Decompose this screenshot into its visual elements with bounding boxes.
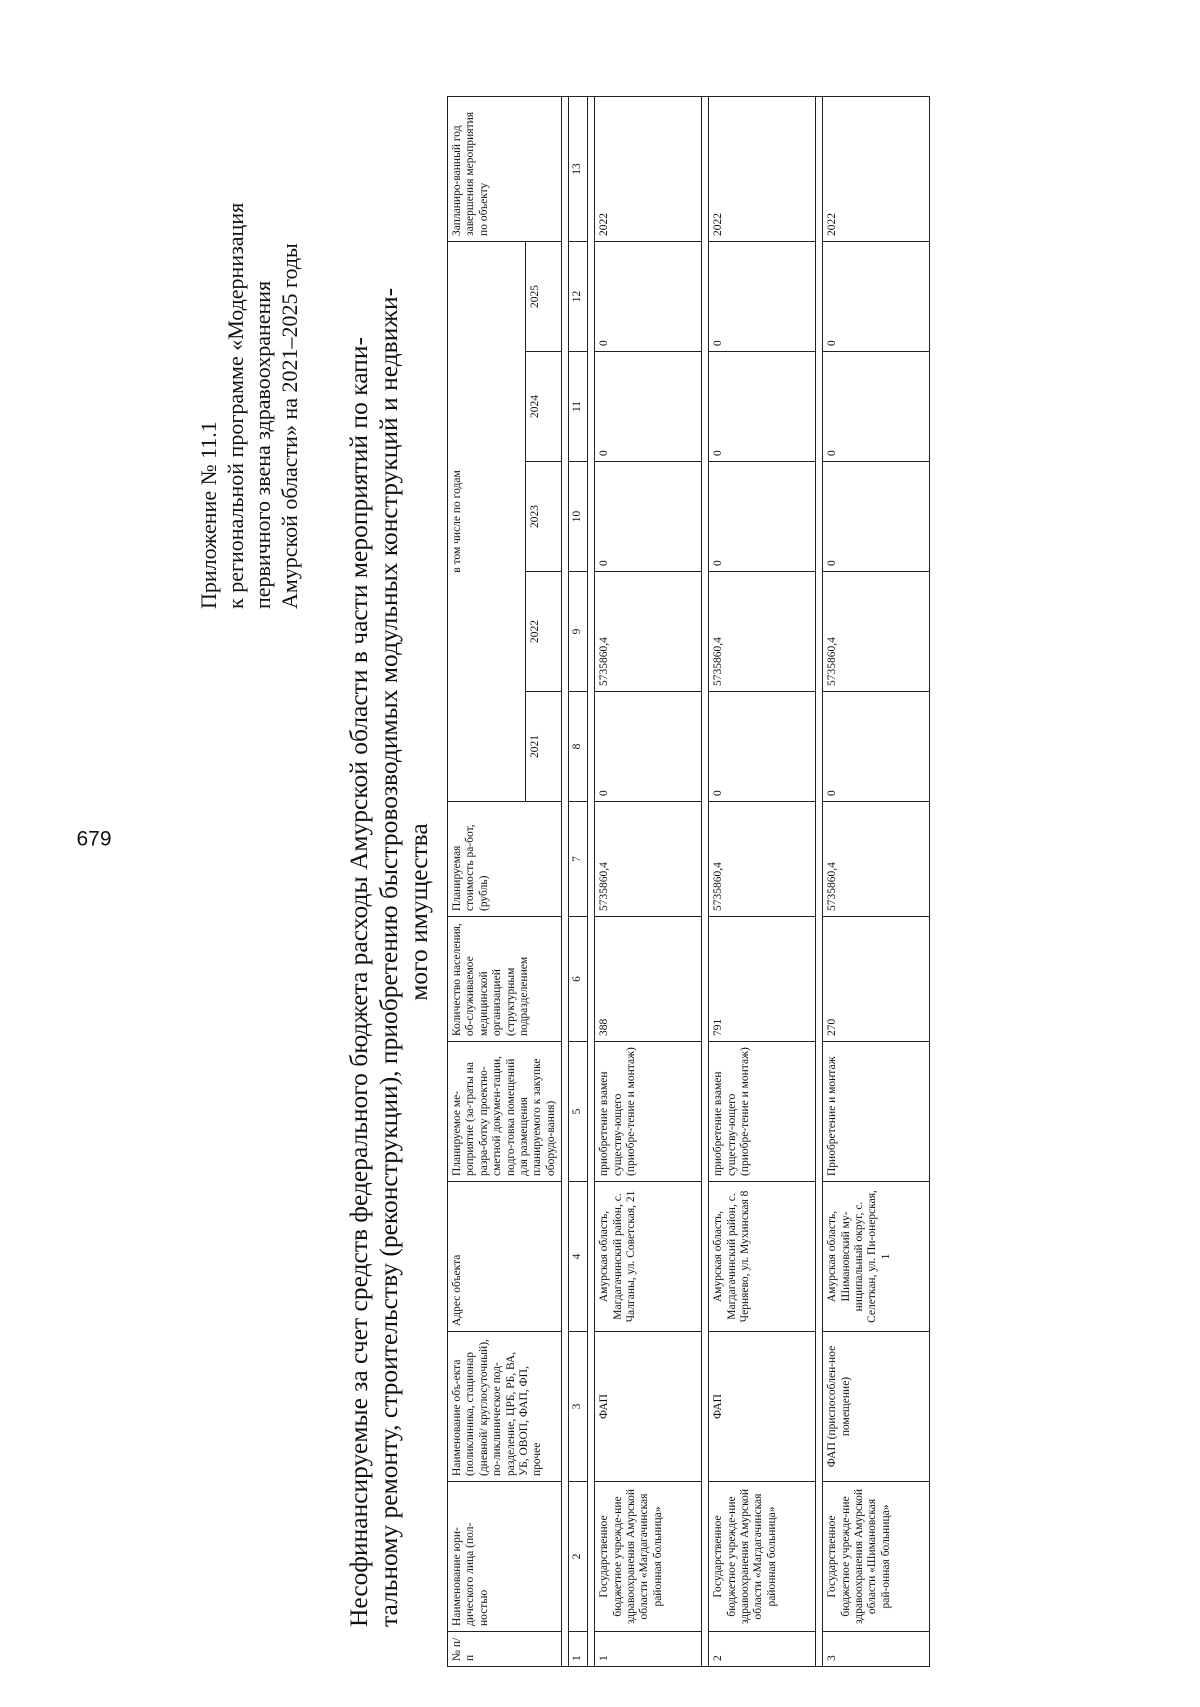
document-title [344,197,434,1627]
cell-legal-entity: Государственное бюджетное учрежде-ние здравоохранения Амурской области «Шимановская рай-онная больница» [823,1482,930,1632]
cell-year-2024: 0 [595,352,702,462]
cell-object-name: ФАП (приспособлен-ное помещение) [823,1332,930,1482]
cell-num: 2 [709,1632,816,1667]
title-line: Несофинансируемые за счет средств федерального бюджета расходы Амурской области в части мероприятий по капи- [344,337,373,1627]
cell-year-2023: 0 [595,462,702,572]
appendix-heading [195,19,303,609]
row-separator [588,96,595,1666]
header-year: 2023 [526,462,562,572]
cell-activity: приобретение взамен существу-ющего (приобре-тение и монтаж) [595,1042,702,1182]
column-number: 13 [569,96,588,241]
cell-num: 1 [595,1632,702,1667]
header-by-years: в том числе по годам [448,241,526,801]
cell-object-name: ФАП [595,1332,702,1482]
row-separator [702,96,709,1666]
cell-cost: 5735860,4 [595,802,702,917]
cell-year-2025: 0 [709,241,816,351]
cell-year-2024: 0 [823,352,930,462]
cell-year-2025: 0 [595,241,702,351]
cell-year-2023: 0 [823,462,930,572]
cell-population: 388 [595,917,702,1042]
column-number: 12 [569,241,588,351]
cell-year-2025: 0 [823,241,930,351]
cell-year-2022: 5735860,4 [709,572,816,692]
title-line: мого имущества [404,823,433,1001]
header-population: Количество населения, об-служиваемое медицинской организацией (структурным подразделением [448,917,562,1042]
appendix-line: Амурской области» на 2021–2025 годы [277,243,302,609]
cell-population: 791 [709,917,816,1042]
row-separator [816,96,823,1666]
column-number: 8 [569,692,588,802]
cell-year-2021: 0 [709,692,816,802]
cell-address: Амурская область, Магдагачинский район, с. Черняево, ул. Мухинская 8 [709,1182,816,1332]
header-address: Адрес объекта [448,1182,562,1332]
column-number: 11 [569,352,588,462]
cell-object-name: ФАП [709,1332,816,1482]
appendix-line: первичного звена здравоохранения [250,280,275,609]
table-row [709,96,816,1666]
column-number-row [569,96,588,1666]
cell-legal-entity: Государственное бюджетное учрежде-ние здравоохранения Амурской области «Магдагачинская районная больница» [595,1482,702,1632]
cell-completion-year: 2022 [709,96,816,241]
cell-completion-year: 2022 [595,96,702,241]
cell-cost: 5735860,4 [823,802,930,917]
page-number: 679 [76,827,112,851]
cell-activity: Приобретение и монтаж [823,1042,930,1182]
cell-legal-entity: Государственное бюджетное учрежде-ние здравоохранения Амурской области «Магдагачинская районная больница» [709,1482,816,1632]
cell-year-2022: 5735860,4 [823,572,930,692]
header-completion-year: Запланиро-ванный год завершения мероприятия по объекту [448,96,562,241]
column-number: 9 [569,572,588,692]
cell-year-2023: 0 [709,462,816,572]
cell-year-2021: 0 [595,692,702,802]
header-cost: Планируемая стоимость ра-бот, (рубль) [448,802,562,917]
header-year: 2024 [526,352,562,462]
cell-year-2024: 0 [709,352,816,462]
column-number: 5 [569,1042,588,1182]
header-year: 2021 [526,692,562,802]
column-number: 7 [569,802,588,917]
header-year: 2022 [526,572,562,692]
header-row [448,96,526,1666]
cell-cost: 5735860,4 [709,802,816,917]
header-activity: Планируемое ме-роприятие (за-траты на разра-ботку проектно-сметной докумен-тации, подго-товка помещений для размещения планируемого к закупке оборудо-вания) [448,1042,562,1182]
cell-address: Амурская область, Шимановский му-ниципальный округ, с. Селеткан, ул. Пи-онерская, 1 [823,1182,930,1332]
column-number: 10 [569,462,588,572]
column-number: 3 [569,1332,588,1482]
column-number: 2 [569,1482,588,1632]
cell-population: 270 [823,917,930,1042]
cell-activity: приобретение взамен существу-ющего (приобре-тение и монтаж) [709,1042,816,1182]
header-legal-entity: Наименование юри-дического лица (пол-ностью [448,1482,562,1632]
table-row [823,96,930,1666]
expenses-table [447,96,930,1667]
column-number: 6 [569,917,588,1042]
cell-num: 3 [823,1632,930,1667]
header-num: № п/п [448,1632,562,1667]
cell-address: Амурская область, Магдагачинский район, с. Чалганы, ул. Советская, 21 [595,1182,702,1332]
table-row [595,96,702,1666]
cell-completion-year: 2022 [823,96,930,241]
column-number: 1 [569,1632,588,1667]
header-object-name: Наименование объ-екта (поликлиника, стационар (дневной/ круглосуточный), по-ликлиническое под-разделение, ЦРБ, РБ, ВА, УБ, ОВОП, ФАП, ФП, прочее [448,1332,562,1482]
appendix-line: к региональной программе «Модернизация [223,202,248,609]
appendix-line: Приложение № 11.1 [196,421,221,609]
title-line: тальному ремонту, строительству (реконструкции), приобретению быстровозводимых модульных конструкций и недвижи- [374,287,403,1627]
cell-year-2022: 5735860,4 [595,572,702,692]
header-separator [562,96,569,1666]
header-year: 2025 [526,241,562,351]
column-number: 4 [569,1182,588,1332]
cell-year-2021: 0 [823,692,930,802]
